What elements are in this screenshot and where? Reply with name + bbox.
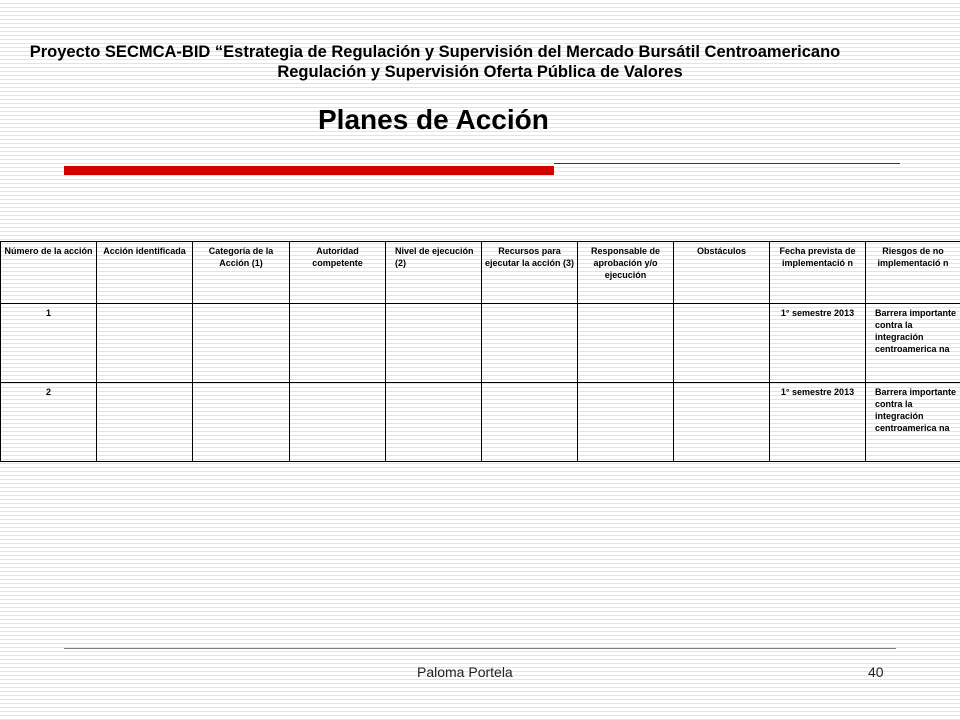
cell-obstacles xyxy=(674,304,770,383)
header-line-2: Regulación y Supervisión Oferta Pública de Valores xyxy=(277,63,683,81)
cell-date: 1° semestre 2013 xyxy=(770,304,866,383)
column-header: Acción identificada xyxy=(97,242,193,304)
column-header: Categoría de la Acción (1) xyxy=(193,242,290,304)
column-header: Autoridad competente xyxy=(290,242,386,304)
footer-author: Paloma Portela xyxy=(417,664,513,680)
accent-line xyxy=(554,163,900,164)
column-header: Recursos para ejecutar la acción (3) xyxy=(482,242,578,304)
cell-authority xyxy=(290,383,386,462)
table-row xyxy=(1,383,960,462)
cell-risk: Barrera importante contra la integración centroamerica na xyxy=(866,383,960,462)
slide-header xyxy=(0,42,960,82)
column-header: Fecha prevista de implementació n xyxy=(770,242,866,304)
cell-category xyxy=(193,304,290,383)
footer-divider xyxy=(64,648,896,649)
page-title: Planes de Acción xyxy=(318,104,549,135)
cell-level xyxy=(386,304,482,383)
header-line-1: Proyecto SECMCA-BID “Estrategia de Regulación y Supervisión del Mercado Bursátil Centroamericano xyxy=(29,43,841,61)
column-header: Nivel de ejecución (2) xyxy=(386,242,482,304)
cell-responsible xyxy=(578,383,674,462)
action-plan-table xyxy=(0,241,960,462)
column-header: Responsable de aprobación y/o ejecución xyxy=(578,242,674,304)
cell-authority xyxy=(290,304,386,383)
cell-date: 1° semestre 2013 xyxy=(770,383,866,462)
cell-action xyxy=(97,304,193,383)
cell-category xyxy=(193,383,290,462)
column-header: Obstáculos xyxy=(674,242,770,304)
accent-bar xyxy=(64,166,554,175)
cell-level xyxy=(386,383,482,462)
cell-action xyxy=(97,383,193,462)
cell-obstacles xyxy=(674,383,770,462)
column-header: Riesgos de no implementació n xyxy=(866,242,960,304)
column-header: Número de la acción xyxy=(1,242,97,304)
cell-responsible xyxy=(578,304,674,383)
cell-number: 1 xyxy=(1,304,97,383)
cell-risk: Barrera importante contra la integración centroamerica na xyxy=(866,304,960,383)
cell-number: 2 xyxy=(1,383,97,462)
cell-resources xyxy=(482,304,578,383)
page-number: 40 xyxy=(868,664,884,680)
cell-resources xyxy=(482,383,578,462)
table-header-row xyxy=(1,242,960,304)
table-row xyxy=(1,304,960,383)
